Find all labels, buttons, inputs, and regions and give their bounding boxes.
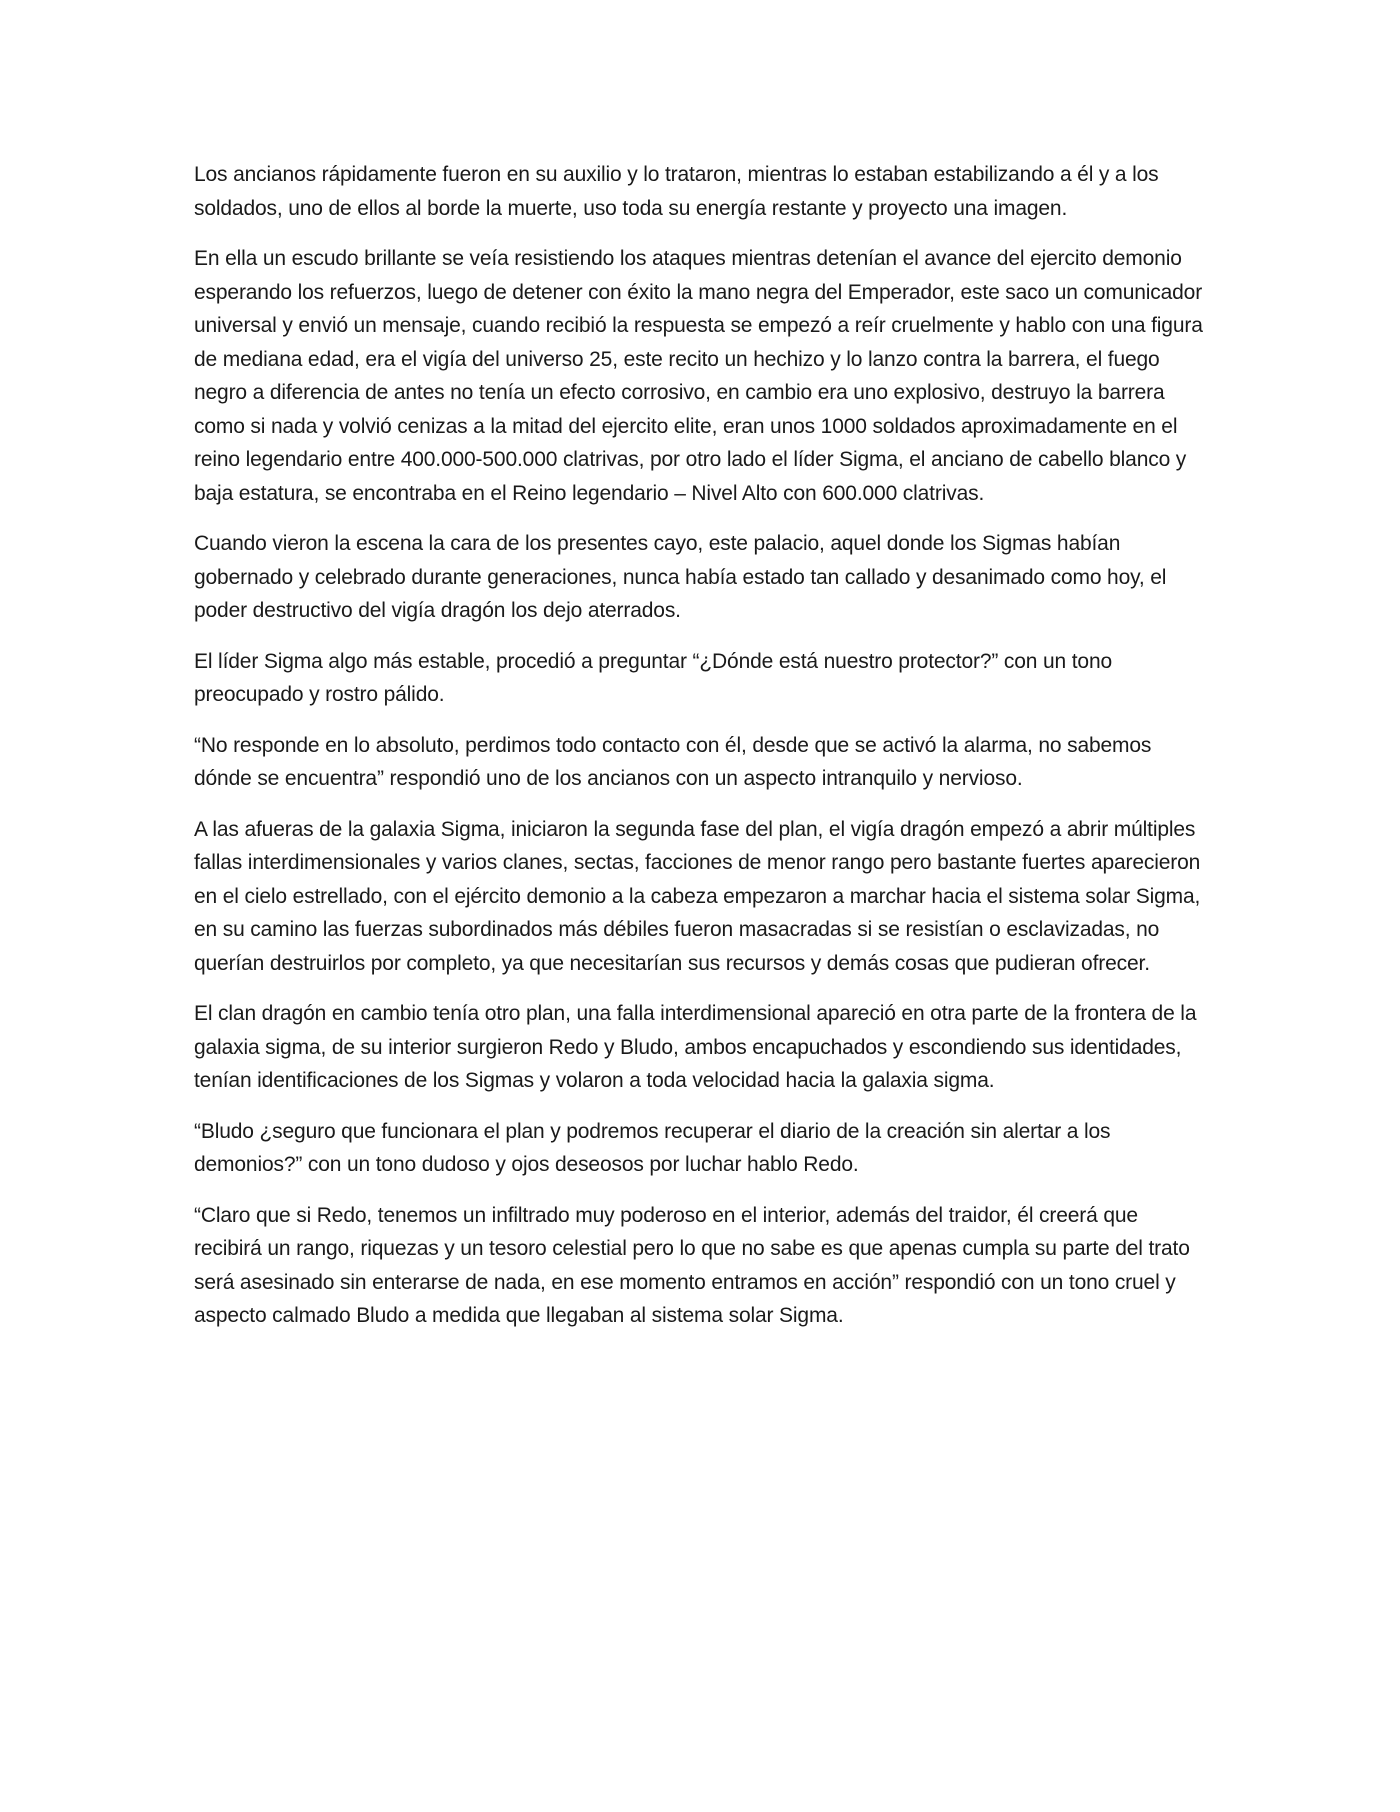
paragraph: Cuando vieron la escena la cara de los presentes cayo, este palacio, aquel donde los Sigmas habían gobernado y celebrado durante generaciones, nunca había estado tan callado y desanimado como hoy, el poder destructivo del vigía dragón los dejo aterrados. [194, 532, 1167, 622]
paragraph: “Claro que si Redo, tenemos un infiltrado muy poderoso en el interior, además del traidor, él creerá que recibirá un rango, riquezas y un tesoro celestial pero lo que no sabe es que apenas cumpla su parte del trato será asesinado sin enterarse de nada, en ese momento entramos en acción” respondió con un tono cruel y aspecto calmado Bludo a medida que llegaban al sistema solar Sigma. [194, 1203, 1190, 1327]
paragraph: “Bludo ¿seguro que funcionara el plan y podremos recuperar el diario de la creación sin alertar a los demonios?” con un tono dudoso y ojos deseosos por luchar hablo Redo. [194, 1119, 1111, 1176]
document-body [194, 158, 1210, 1350]
paragraph: El líder Sigma algo más estable, procedió a preguntar “¿Dónde está nuestro protector?” con un tono preocupado y rostro pálido. [194, 649, 1112, 706]
paragraph: A las afueras de la galaxia Sigma, iniciaron la segunda fase del plan, el vigía dragón empezó a abrir múltiples fallas interdimensionales y varios clanes, sectas, facciones de menor rango pero bastante fuertes aparecieron en el cielo estrellado, con el ejército demonio a la cabeza empezaron a marchar hacia el sistema solar Sigma, en su camino las fuerzas subordinados más débiles fueron masacradas si se resistían o esclavizadas, no querían destruirlos por completo, ya que necesitarían sus recursos y demás cosas que pudieran ofrecer. [194, 817, 1201, 975]
paragraph: En ella un escudo brillante se veía resistiendo los ataques mientras detenían el avance del ejercito demonio esperando los refuerzos, luego de detener con éxito la mano negra del Emperador, este saco un comunicador universal y envió un mensaje, cuando recibió la respuesta se empezó a reír cruelmente y hablo con una figura de mediana edad, era el vigía del universo 25, este recito un hechizo y lo lanzo contra la barrera, el fuego negro a diferencia de antes no tenía un efecto corrosivo, en cambio era uno explosivo, destruyo la barrera como si nada y volvió cenizas a la mitad del ejercito elite, eran unos 1000 soldados aproximadamente en el reino legendario entre 400.000-500.000 clatrivas, por otro lado el líder Sigma, el anciano de cabello blanco y baja estatura, se encontraba en el Reino legendario – Nivel Alto con 600.000 clatrivas. [194, 247, 1203, 505]
paragraph: “No responde en lo absoluto, perdimos todo contacto con él, desde que se activó la alarma, no sabemos dónde se encuentra” respondió uno de los ancianos con un aspecto intranquilo y nervioso. [194, 733, 1152, 790]
paragraph: El clan dragón en cambio tenía otro plan, una falla interdimensional apareció en otra parte de la frontera de la galaxia sigma, de su interior surgieron Redo y Bludo, ambos encapuchados y escondiendo sus identidades, tenían identificaciones de los Sigmas y volaron a toda velocidad hacia la galaxia sigma. [194, 1002, 1197, 1092]
paragraph: Los ancianos rápidamente fueron en su auxilio y lo trataron, mientras lo estaban estabilizando a él y a los soldados, uno de ellos al borde la muerte, uso toda su energía restante y proyecto una imagen. [194, 163, 1159, 220]
